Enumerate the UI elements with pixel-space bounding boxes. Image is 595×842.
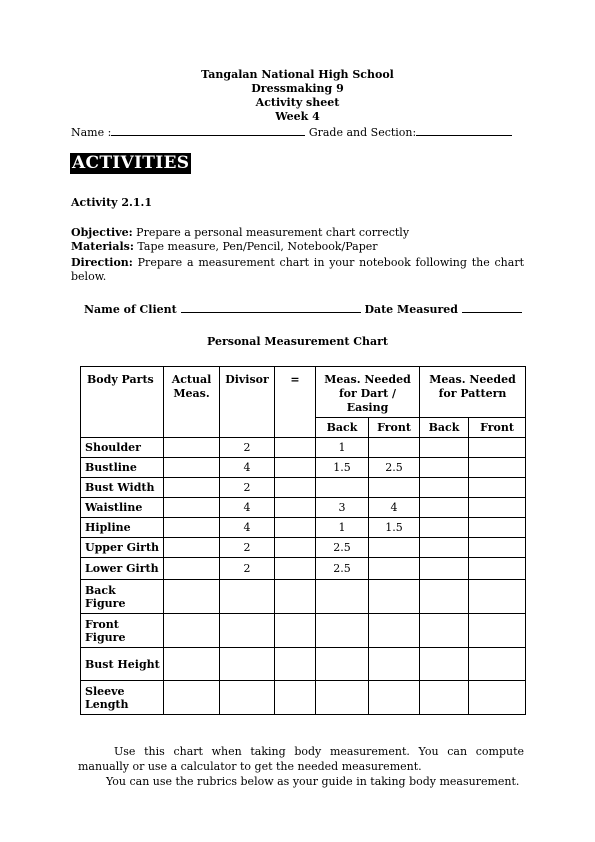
cell-pattern-back[interactable] bbox=[420, 580, 469, 614]
cell-dart-back: 3 bbox=[316, 498, 369, 518]
name-blank[interactable] bbox=[111, 124, 305, 136]
cell-actual-meas[interactable] bbox=[164, 518, 220, 538]
header-dart-easing: Meas. Needed for Dart / Easing bbox=[316, 367, 420, 418]
cell-divisor bbox=[220, 614, 275, 648]
cell-divisor: 4 bbox=[220, 458, 275, 478]
cell-dart-back: 2.5 bbox=[316, 538, 369, 558]
cell-dart-back bbox=[316, 681, 369, 715]
cell-dart-back bbox=[316, 580, 369, 614]
sheet-title: Activity sheet bbox=[255, 96, 340, 109]
cell-dart-back: 1.5 bbox=[316, 458, 369, 478]
cell-dart-front: 2.5 bbox=[369, 458, 420, 478]
cell-body-part: Bustline bbox=[81, 458, 164, 478]
week-label: Week 4 bbox=[275, 110, 320, 123]
cell-divisor bbox=[220, 580, 275, 614]
cell-pattern-front[interactable] bbox=[469, 438, 526, 458]
table-row bbox=[81, 498, 526, 518]
cell-body-part: Shoulder bbox=[81, 438, 164, 458]
cell-divisor: 2 bbox=[220, 478, 275, 498]
header-dart-back: Back bbox=[316, 418, 369, 438]
cell-pattern-back[interactable] bbox=[420, 648, 469, 681]
cell-pattern-front[interactable] bbox=[469, 681, 526, 715]
cell-body-part: Bust Height bbox=[81, 648, 164, 681]
header-body-parts: Body Parts bbox=[81, 367, 164, 438]
table-row bbox=[81, 538, 526, 558]
cell-equals[interactable] bbox=[275, 458, 316, 478]
cell-divisor: 2 bbox=[220, 438, 275, 458]
name-row bbox=[71, 124, 531, 140]
objective-text: Prepare a personal measurement chart correctly bbox=[132, 226, 410, 239]
cell-actual-meas[interactable] bbox=[164, 681, 220, 715]
cell-actual-meas[interactable] bbox=[164, 478, 220, 498]
cell-dart-front bbox=[369, 648, 420, 681]
header-row bbox=[81, 367, 526, 418]
cell-body-part: Back Figure bbox=[81, 580, 164, 614]
cell-equals[interactable] bbox=[275, 648, 316, 681]
cell-pattern-back[interactable] bbox=[420, 518, 469, 538]
cell-actual-meas[interactable] bbox=[164, 498, 220, 518]
cell-equals[interactable] bbox=[275, 438, 316, 458]
cell-body-part: Sleeve Length bbox=[81, 681, 164, 715]
table-row bbox=[81, 458, 526, 478]
note-usage: Use this chart when taking body measurement. You can compute manually or use a calculator to get the needed measurement. bbox=[78, 745, 524, 773]
cell-equals[interactable] bbox=[275, 498, 316, 518]
objective-label: Objective: bbox=[71, 226, 133, 239]
client-blank[interactable] bbox=[181, 301, 361, 313]
objective-line bbox=[71, 226, 524, 240]
activity-number: Activity 2.1.1 bbox=[71, 196, 152, 209]
cell-dart-back bbox=[316, 648, 369, 681]
cell-divisor bbox=[220, 681, 275, 715]
cell-body-part: Waistline bbox=[81, 498, 164, 518]
name-label: Name : bbox=[71, 126, 112, 139]
cell-actual-meas[interactable] bbox=[164, 438, 220, 458]
cell-actual-meas[interactable] bbox=[164, 558, 220, 580]
cell-body-part: Front Figure bbox=[81, 614, 164, 648]
cell-actual-meas[interactable] bbox=[164, 614, 220, 648]
table-row bbox=[81, 580, 526, 614]
cell-dart-front bbox=[369, 438, 420, 458]
cell-pattern-back[interactable] bbox=[420, 478, 469, 498]
cell-dart-back: 1 bbox=[316, 518, 369, 538]
header-pattern-back: Back bbox=[420, 418, 469, 438]
client-label: Name of Client bbox=[84, 303, 177, 316]
cell-pattern-front[interactable] bbox=[469, 458, 526, 478]
cell-pattern-front[interactable] bbox=[469, 518, 526, 538]
table-row bbox=[81, 478, 526, 498]
materials-text: Tape measure, Pen/Pencil, Notebook/Paper bbox=[133, 240, 378, 253]
cell-equals[interactable] bbox=[275, 580, 316, 614]
cell-body-part: Upper Girth bbox=[81, 538, 164, 558]
direction-label: Direction: bbox=[71, 256, 133, 269]
cell-dart-front: 1.5 bbox=[369, 518, 420, 538]
cell-pattern-front[interactable] bbox=[469, 558, 526, 580]
table-row bbox=[81, 681, 526, 715]
cell-dart-front bbox=[369, 681, 420, 715]
subject-title: Dressmaking 9 bbox=[251, 82, 344, 95]
cell-pattern-back[interactable] bbox=[420, 558, 469, 580]
header-pattern-front: Front bbox=[469, 418, 526, 438]
cell-dart-front bbox=[369, 558, 420, 580]
cell-pattern-front[interactable] bbox=[469, 614, 526, 648]
cell-pattern-back[interactable] bbox=[420, 498, 469, 518]
cell-pattern-back[interactable] bbox=[420, 458, 469, 478]
grade-section-label: Grade and Section: bbox=[308, 126, 417, 139]
table-row bbox=[81, 518, 526, 538]
date-label: Date Measured bbox=[364, 303, 458, 316]
cell-pattern-back[interactable] bbox=[420, 614, 469, 648]
cell-actual-meas[interactable] bbox=[164, 580, 220, 614]
header-equals: = bbox=[275, 367, 316, 438]
cell-dart-front bbox=[369, 478, 420, 498]
cell-dart-front bbox=[369, 538, 420, 558]
cell-pattern-front[interactable] bbox=[469, 580, 526, 614]
cell-divisor: 4 bbox=[220, 518, 275, 538]
table-row bbox=[81, 614, 526, 648]
cell-equals[interactable] bbox=[275, 614, 316, 648]
cell-equals[interactable] bbox=[275, 518, 316, 538]
cell-divisor bbox=[220, 648, 275, 681]
cell-dart-back: 1 bbox=[316, 438, 369, 458]
cell-pattern-front[interactable] bbox=[469, 538, 526, 558]
chart-title: Personal Measurement Chart bbox=[206, 335, 389, 348]
cell-actual-meas[interactable] bbox=[164, 648, 220, 681]
cell-body-part: Bust Width bbox=[81, 478, 164, 498]
cell-divisor: 2 bbox=[220, 538, 275, 558]
header-divisor: Divisor bbox=[220, 367, 275, 438]
cell-dart-front: 4 bbox=[369, 498, 420, 518]
cell-equals[interactable] bbox=[275, 478, 316, 498]
direction-text: Prepare a measurement chart in your notebook following the chart below. bbox=[71, 256, 524, 283]
cell-actual-meas[interactable] bbox=[164, 538, 220, 558]
cell-pattern-back[interactable] bbox=[420, 438, 469, 458]
cell-dart-back bbox=[316, 614, 369, 648]
cell-pattern-back[interactable] bbox=[420, 681, 469, 715]
header-pattern: Meas. Needed for Pattern bbox=[420, 367, 526, 418]
date-blank[interactable] bbox=[462, 301, 522, 313]
measurement-chart bbox=[80, 366, 526, 715]
cell-divisor: 2 bbox=[220, 558, 275, 580]
cell-equals[interactable] bbox=[275, 681, 316, 715]
client-row bbox=[84, 301, 524, 316]
school-name: Tangalan National High School bbox=[201, 68, 394, 81]
table-row bbox=[81, 558, 526, 580]
cell-divisor: 4 bbox=[220, 498, 275, 518]
cell-dart-back: 2.5 bbox=[316, 558, 369, 580]
cell-dart-back bbox=[316, 478, 369, 498]
cell-pattern-front[interactable] bbox=[469, 498, 526, 518]
cell-pattern-front[interactable] bbox=[469, 478, 526, 498]
cell-equals[interactable] bbox=[275, 538, 316, 558]
cell-dart-front bbox=[369, 580, 420, 614]
materials-label: Materials: bbox=[71, 240, 134, 253]
direction-line bbox=[71, 256, 524, 284]
section-title: ACTIVITIES bbox=[72, 153, 190, 173]
table-row bbox=[81, 648, 526, 681]
cell-body-part: Lower Girth bbox=[81, 558, 164, 580]
header-actual-meas: Actual Meas. bbox=[164, 367, 220, 438]
cell-dart-front bbox=[369, 614, 420, 648]
cell-equals[interactable] bbox=[275, 558, 316, 580]
materials-line bbox=[71, 240, 524, 254]
header-dart-front: Front bbox=[369, 418, 420, 438]
cell-body-part: Hipline bbox=[81, 518, 164, 538]
cell-actual-meas[interactable] bbox=[164, 458, 220, 478]
cell-pattern-front[interactable] bbox=[469, 648, 526, 681]
cell-pattern-back[interactable] bbox=[420, 538, 469, 558]
grade-section-blank[interactable] bbox=[416, 124, 512, 136]
note-rubrics: You can use the rubrics below as your guide in taking body measurement. bbox=[106, 775, 520, 788]
table-row bbox=[81, 438, 526, 458]
